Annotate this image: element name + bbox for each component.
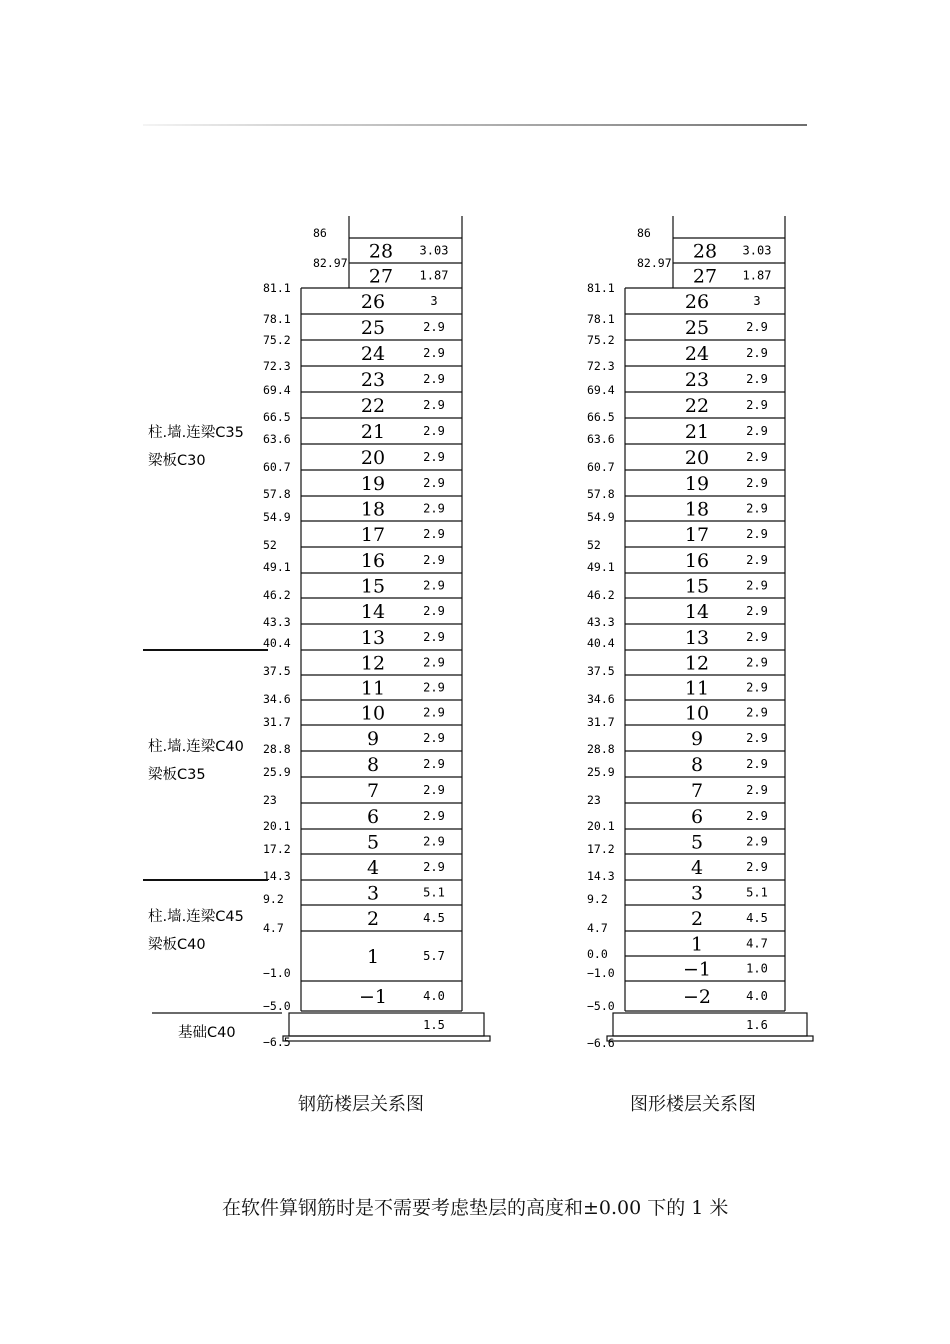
right-elevation-label: 31.7: [587, 715, 615, 729]
right-elevation-label: 17.2: [587, 842, 615, 856]
left-floor-height: 2.9: [423, 809, 445, 823]
left-floor-number: 9: [366, 728, 380, 750]
left-floor-number: 26: [360, 291, 386, 313]
left-elevation-label: 34.6: [263, 692, 291, 706]
right-floor-number: 1: [690, 933, 704, 956]
left-floor-number: 27: [368, 265, 394, 288]
left-floor-height: 2.9: [423, 834, 445, 849]
right-floor-number: 6: [690, 806, 704, 828]
right-floor-number: 20: [684, 447, 710, 469]
left-elevation-label: 37.5: [263, 664, 291, 678]
left-elevation-label: 86: [313, 226, 327, 240]
right-diagram-caption: 图形楼层关系图: [630, 1094, 756, 1115]
left-elevation-label: −5.0: [263, 999, 291, 1013]
right-floor-number: 23: [684, 369, 710, 391]
right-elevation-label: 43.3: [587, 615, 615, 629]
left-elevation-label: −1.0: [263, 966, 291, 980]
right-floor-number: 16: [684, 550, 710, 572]
right-elevation-label: 66.5: [587, 410, 615, 424]
left-elevation-label: 57.8: [263, 487, 291, 501]
right-elevation-label: 0.0: [587, 947, 608, 961]
concrete-grade-beams-slabs: 梁板C30: [148, 453, 206, 469]
right-floor-number: 7: [690, 780, 704, 802]
right-floor-height: 2.9: [746, 346, 768, 360]
right-elevation-label: 46.2: [587, 588, 615, 602]
left-elevation-label: 46.2: [263, 588, 291, 602]
right-floor-number: 10: [684, 702, 710, 725]
left-elevation-label: 4.7: [263, 921, 284, 935]
left-floor-number: 19: [360, 473, 386, 495]
left-floor-number: 18: [360, 498, 386, 521]
left-floor-number: 6: [366, 806, 380, 828]
left-elevation-label: 20.1: [263, 819, 291, 833]
right-floor-height: 2.9: [746, 731, 768, 745]
left-elevation-label: 40.4: [263, 636, 291, 650]
left-elevation-label: 72.3: [263, 359, 291, 373]
right-floor-height: 2.9: [746, 372, 768, 386]
left-floor-number: 1: [366, 946, 380, 968]
concrete-grade-columns-walls: 柱.墙.连梁C40: [148, 739, 244, 755]
left-foundation-block: [289, 1013, 484, 1036]
left-floor-number: 4: [366, 857, 380, 879]
right-floor-number: 5: [690, 831, 704, 854]
right-floor-number: 9: [690, 728, 704, 750]
right-elevation-label: 69.4: [587, 383, 615, 397]
left-elevation-label: 43.3: [263, 615, 291, 629]
left-floor-number: 16: [360, 550, 386, 572]
right-floor-number: 28: [692, 240, 718, 263]
right-elevation-label: 78.1: [587, 312, 615, 326]
right-elevation-label: 63.6: [587, 432, 615, 446]
left-diagram-caption: 钢筋楼层关系图: [298, 1094, 424, 1115]
right-floor-number: 21: [684, 421, 710, 443]
right-elevation-label: 57.8: [587, 487, 615, 501]
left-floor-height: 2.9: [423, 630, 445, 644]
left-floor-number: 3: [366, 882, 380, 905]
left-floor-number: 14: [360, 601, 386, 623]
right-elevation-label: −6.6: [587, 1036, 615, 1050]
left-elevation-label: 81.1: [263, 281, 291, 295]
left-floor-number: 5: [366, 831, 380, 854]
body-text: 在软件算钢筋时是不需要考虑垫层的高度和±0.00 下的 1 米: [222, 1197, 729, 1219]
right-elevation-label: −1.0: [587, 966, 615, 980]
left-floor-height: 2.9: [423, 578, 445, 593]
right-elevation-label: 52: [587, 538, 601, 552]
right-floor-number: −1: [682, 958, 712, 981]
right-floor-height: 2.9: [746, 476, 768, 490]
left-elevation-label: 82.97: [313, 256, 348, 270]
right-floor-number: 13: [684, 627, 710, 649]
left-floor-height: 2.9: [423, 450, 445, 464]
right-floor-height: 1.87: [742, 268, 772, 283]
right-floor-height: 2.9: [746, 680, 768, 695]
right-floor-number: 12: [684, 652, 710, 675]
left-floor-height: 2.9: [423, 320, 445, 334]
right-floor-number: 22: [684, 395, 710, 417]
right-floor-height: 2.9: [746, 578, 768, 593]
concrete-grade-beams-slabs: 梁板C35: [148, 767, 206, 783]
left-floor-number: 24: [360, 343, 386, 365]
right-floor-height: 2.9: [746, 424, 768, 438]
left-floor-number: 21: [360, 421, 386, 443]
left-floor-number: 25: [360, 317, 386, 339]
right-elevation-label: 86: [637, 226, 651, 240]
left-floor-height: 3.03: [419, 243, 449, 258]
left-floor-height: 2.9: [423, 346, 445, 360]
left-floor-height: 2.9: [423, 860, 445, 874]
right-floor-number: 24: [684, 343, 710, 365]
left-elevation-label: 14.3: [263, 869, 291, 883]
right-floor-number: 15: [684, 575, 710, 598]
right-floor-number: 8: [690, 754, 704, 776]
right-floor-height: 2.9: [746, 450, 768, 464]
left-elevation-label: 78.1: [263, 312, 291, 326]
left-elevation-label: 54.9: [263, 510, 291, 524]
left-floor-height: 2.9: [423, 604, 445, 618]
right-floor-height: 4.0: [746, 989, 768, 1003]
left-floor-height: 2.9: [423, 757, 445, 771]
left-floor-height: 2.9: [423, 553, 445, 567]
left-floor-height: 4.5: [423, 911, 445, 925]
right-elevation-label: 20.1: [587, 819, 615, 833]
left-floor-height: 2.9: [423, 705, 445, 720]
right-elevation-label: 14.3: [587, 869, 615, 883]
right-floor-number: −2: [682, 986, 712, 1008]
left-elevation-label: 75.2: [263, 333, 291, 347]
right-foundation-block: [613, 1013, 807, 1036]
foundation-grade-label: 基础C40: [178, 1025, 236, 1041]
left-floor-height: 2.9: [423, 680, 445, 695]
right-floor-height: 2.9: [746, 834, 768, 849]
right-floor-height: 4.5: [746, 911, 768, 925]
right-floor-height: 1.0: [746, 961, 768, 976]
right-elevation-label: 37.5: [587, 664, 615, 678]
left-floor-height: 5.7: [423, 949, 445, 963]
right-floor-height: 2.9: [746, 655, 768, 670]
left-elevation-label: 49.1: [263, 560, 291, 574]
left-floor-height: 2.9: [423, 476, 445, 490]
left-floor-height: 2.9: [423, 783, 445, 797]
right-floor-height: 2.9: [746, 398, 768, 412]
right-floor-height: 2.9: [746, 809, 768, 823]
concrete-grade-beams-slabs: 梁板C40: [148, 937, 206, 953]
right-elevation-label: 75.2: [587, 333, 615, 347]
right-floor-height: 2.9: [746, 860, 768, 874]
left-floor-height: 2.9: [423, 731, 445, 745]
left-floor-height: 5.1: [423, 885, 445, 900]
right-floor-number: 4: [690, 857, 704, 879]
right-elevation-label: 40.4: [587, 636, 615, 650]
left-foundation-height: 1.5: [423, 1018, 445, 1032]
right-floor-height: 2.9: [746, 705, 768, 720]
left-floor-number: 22: [360, 395, 386, 417]
right-elevation-label: 23: [587, 793, 601, 807]
right-elevation-label: 49.1: [587, 560, 615, 574]
left-floor-height: 1.87: [419, 268, 449, 283]
left-elevation-label: 31.7: [263, 715, 291, 729]
left-elevation-label: 63.6: [263, 432, 291, 446]
left-floor-number: 17: [360, 524, 386, 546]
left-elevation-label: 52: [263, 538, 277, 552]
right-floor-height: 2.9: [746, 783, 768, 797]
left-elevation-label: 9.2: [263, 892, 284, 906]
left-elevation-label: 66.5: [263, 410, 291, 424]
concrete-grade-columns-walls: 柱.墙.连梁C35: [148, 425, 244, 441]
left-floor-number: 11: [360, 677, 386, 700]
right-floor-number: 11: [684, 677, 710, 700]
right-elevation-label: 54.9: [587, 510, 615, 524]
left-elevation-label: 60.7: [263, 460, 291, 474]
right-elevation-label: −5.0: [587, 999, 615, 1013]
left-floor-number: 10: [360, 702, 386, 725]
left-floor-number: 7: [366, 780, 380, 802]
left-elevation-label: 23: [263, 793, 277, 807]
left-footing-base: [283, 1036, 490, 1041]
left-floor-number: 23: [360, 369, 386, 391]
right-foundation-height: 1.6: [746, 1018, 768, 1032]
left-floor-number: 20: [360, 447, 386, 469]
right-floor-height: 2.9: [746, 320, 768, 334]
left-floor-number: 13: [360, 627, 386, 649]
right-elevation-label: 28.8: [587, 742, 615, 756]
right-floor-height: 3.03: [742, 243, 772, 258]
left-floor-height: 4.0: [423, 989, 445, 1003]
right-floor-height: 2.9: [746, 757, 768, 771]
left-floor-height: 2.9: [423, 655, 445, 670]
right-floor-height: 5.1: [746, 885, 768, 900]
right-floor-number: 14: [684, 601, 710, 623]
left-elevation-label: 25.9: [263, 765, 291, 779]
right-elevation-label: 72.3: [587, 359, 615, 373]
right-floor-height: 2.9: [746, 501, 768, 516]
right-elevation-label: 82.97: [637, 256, 672, 270]
left-floor-number: −1: [358, 986, 388, 1008]
right-elevation-label: 9.2: [587, 892, 608, 906]
right-floor-height: 3: [753, 294, 761, 308]
right-elevation-label: 25.9: [587, 765, 615, 779]
right-elevation-label: 34.6: [587, 692, 615, 706]
left-floor-number: 28: [368, 240, 394, 263]
left-floor-height: 2.9: [423, 424, 445, 438]
right-floor-number: 25: [684, 317, 710, 339]
right-floor-height: 4.7: [746, 936, 768, 951]
right-elevation-label: 4.7: [587, 921, 608, 935]
left-floor-number: 2: [366, 908, 380, 930]
left-elevation-label: 69.4: [263, 383, 291, 397]
left-elevation-label: 28.8: [263, 742, 291, 756]
right-floor-height: 2.9: [746, 630, 768, 644]
right-floor-number: 17: [684, 524, 710, 546]
left-floor-number: 12: [360, 652, 386, 675]
left-elevation-label: −6.5: [263, 1035, 291, 1049]
right-floor-number: 26: [684, 291, 710, 313]
right-footing-base: [607, 1036, 813, 1041]
left-floor-height: 2.9: [423, 372, 445, 386]
right-floor-number: 2: [690, 908, 704, 930]
concrete-grade-columns-walls: 柱.墙.连梁C45: [148, 909, 244, 925]
right-floor-number: 3: [690, 882, 704, 905]
left-floor-height: 3: [430, 294, 438, 308]
right-floor-number: 18: [684, 498, 710, 521]
right-floor-number: 19: [684, 473, 710, 495]
left-floor-height: 2.9: [423, 501, 445, 516]
left-floor-height: 2.9: [423, 398, 445, 412]
right-floor-height: 2.9: [746, 553, 768, 567]
right-elevation-label: 60.7: [587, 460, 615, 474]
right-floor-number: 27: [692, 265, 718, 288]
right-floor-height: 2.9: [746, 527, 768, 541]
right-elevation-label: 81.1: [587, 281, 615, 295]
left-floor-height: 2.9: [423, 527, 445, 541]
left-floor-number: 15: [360, 575, 386, 598]
left-floor-number: 8: [366, 754, 380, 776]
left-elevation-label: 17.2: [263, 842, 291, 856]
right-floor-height: 2.9: [746, 604, 768, 618]
